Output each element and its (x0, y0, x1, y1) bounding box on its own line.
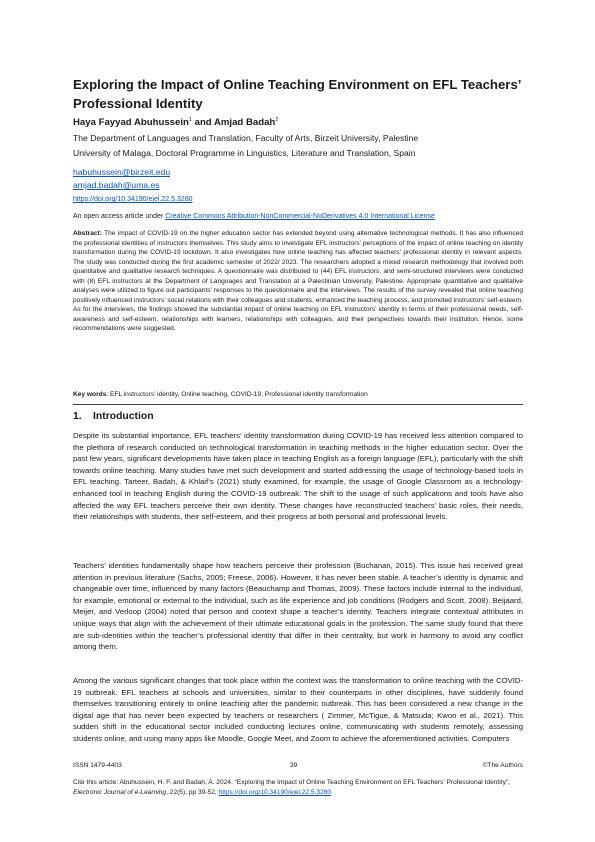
citation-journal: Electronic Journal of e-Learning (73, 789, 167, 796)
section-number: 1. (73, 411, 82, 422)
keywords-label: Key words (73, 391, 107, 398)
footer-rights: ©The Authors (482, 762, 523, 769)
author-2: Amjad Badah (213, 117, 276, 128)
email-link-1[interactable]: habuhussein@birzeit.edu (73, 167, 171, 177)
author-1-affiliation-mark: 1 (188, 117, 192, 123)
section-heading (73, 411, 154, 422)
email-link-2[interactable]: amjad.badah@uma.es (73, 180, 160, 190)
body-paragraph-3: Among the various significant changes that took place within the context was the transformation to online teaching with the COVID-19 outbreak. EFL teachers at schools and universities, similar to their counterparts in other disciplines, have suddenly found themselves transitioning entirely to online teaching after the pandemic outbreak. This has been considered a new change in the digital age that has never been expected by teachers or researchers ( Zimmer, McTigue, & Matsuda; Kwon et al., 2021). This sudden shift in the educational sector included conducting lectures online, communicating with students remotely, assessing students online, and using many apps like Moodle, Google Meet, and Zoom to achieve the aforementioned activities. Computers (73, 676, 523, 743)
license-link[interactable]: Creative Commons Attribution-NonCommercial-NoDerivatives 4.0 International License (165, 213, 435, 220)
citation (73, 778, 523, 798)
abstract-text: The impact of COVID-19 on the higher education sector has extended beyond using alternative technological methods. It has also influenced the professional identities of instructors themselves. This study aims to investigate EFL instructors’ perceptions of the impact of online teaching on identity transformation during the COVID-19 lockdown. It also investigates how online teaching has affected teachers’ professional identity in relevant aspects. The study was conducted during the first academic semester of 2022/ 2023. The researchers adopted a mixed research methodology that involved both quantitative and qualitative research techniques. A questionnaire was distributed to (44) EFL instructors, and semi-structured interviews were conducted with (8) EFL instructors at the Department of Languages and Translation at a Palestinian University, Palestine. Appropriate quantitative and qualitative analyses were utilized to figure out participants’ responses to the questionnaire and the interviews. The results of the survey revealed that online teaching positively influenced instructors’ social relations with their colleagues and students, enhanced the teaching process, and promoted instructors’ self-esteem. As for the interviews, the findings showed the substantial impact of online teaching on EFL instructors’ identity in terms of their professional needs, self-awareness and self-esteem, relationships with learners, relationships with colleagues, and their perspectives towards their institution. Hence, some recommendations were suggested. (73, 230, 523, 333)
keywords (73, 391, 523, 398)
affiliations (73, 131, 523, 161)
citation-prefix: Cite this article: Abuhussein, H. F. and Badah, A. 2024. “Exploring the Impact of Online Teaching Environment on EFL Teachers’ Professional Identity”, (73, 779, 510, 786)
open-access-prefix: An open access article under (73, 213, 166, 220)
body-paragraph-1: Despite its substantial importance, EFL teachers’ identity transformation during COVID-19 has received less attention compared to the plethora of research conducted on technological transformation in teaching methods in the higher education sector. Over the past few years, significant developments have taken place in teaching English as a foreign language (EFL), particularly with the shift towards online teaching. Many studies have met such development and started addressing the usage of technology-based tools in EFL teaching. Tarteer, Badah, & Khlaif’s (2021) study examined, for example, the usage of Google Classroom as a technology-enhanced tool in teaching English during the COVID-19 outbreak. The shift to the usage of such applications and tools have also affected the way EFL teachers perceive their own identity. These changes have reconstructed teachers’ basic roles, their needs, their relationships with students, their self-esteem, and their progress at both personal and professional levels. (73, 431, 523, 522)
footer-page-number: 39 (290, 762, 298, 769)
affiliation-2: University of Malaga, Doctoral Programme in Linguistics, Literature and Translation, Spain (73, 148, 416, 158)
abstract-label: Abstract: (73, 230, 102, 237)
author-line (73, 117, 278, 128)
section-divider (73, 404, 523, 405)
keywords-text: : EFL instructors’ identity, Online teaching, COVID-19, Professional identity transformation (106, 391, 368, 398)
footer-issn: ISSN 1479-4403 (73, 762, 122, 769)
body-paragraph-2: Teachers’ identities fundamentally shape how teachers perceive their profession (Buchanan, 2015). This issue has received great attention in previous literature (Sachs, 2005; Freese, 2006). However, it has never been stable. A teacher’s identity is dynamic and changeable over time, influenced by many factors (Beauchamp and Thomas, 2009). These factors include internal to the individual, for example, emotional or external to the individual, such as life experience and job conditions (Rodgers and Scott, 2008). Beijaard, Meijer, and Verloop (2004) noted that person and context shape a teacher’s identity. Teachers integrate contextual attributes in unique ways that align with the achievement of their ultimate educational goals in the profession. The same study found that there are sub-identities within the teacher’s professional identity that differ in their centrality, but work in harmony to avoid any conflict among them. (73, 561, 523, 652)
paper-title: Exploring the Impact of Online Teaching Environment on EFL Teachers’ Professional Identity (73, 77, 521, 111)
doi-link[interactable]: https://doi.org/10.34190/ejel.22.5.3280 (73, 196, 193, 203)
citation-doi-link[interactable]: https://doi.org/10.34190/ejel.22.5.3280 (218, 789, 332, 796)
abstract (73, 229, 523, 334)
citation-suffix: , 22(5), pp 39-52, (166, 789, 219, 796)
author-connector: and (191, 117, 214, 128)
email-list (73, 166, 170, 192)
section-title: Introduction (93, 411, 154, 422)
affiliation-1: The Department of Languages and Translation, Faculty of Arts, Birzeit University, Palestine (73, 133, 419, 143)
author-1: Haya Fayyad Abuhussein (73, 117, 189, 128)
doi-line (73, 196, 192, 203)
author-2-affiliation-mark: 2 (275, 117, 279, 123)
open-access-statement (73, 213, 435, 220)
